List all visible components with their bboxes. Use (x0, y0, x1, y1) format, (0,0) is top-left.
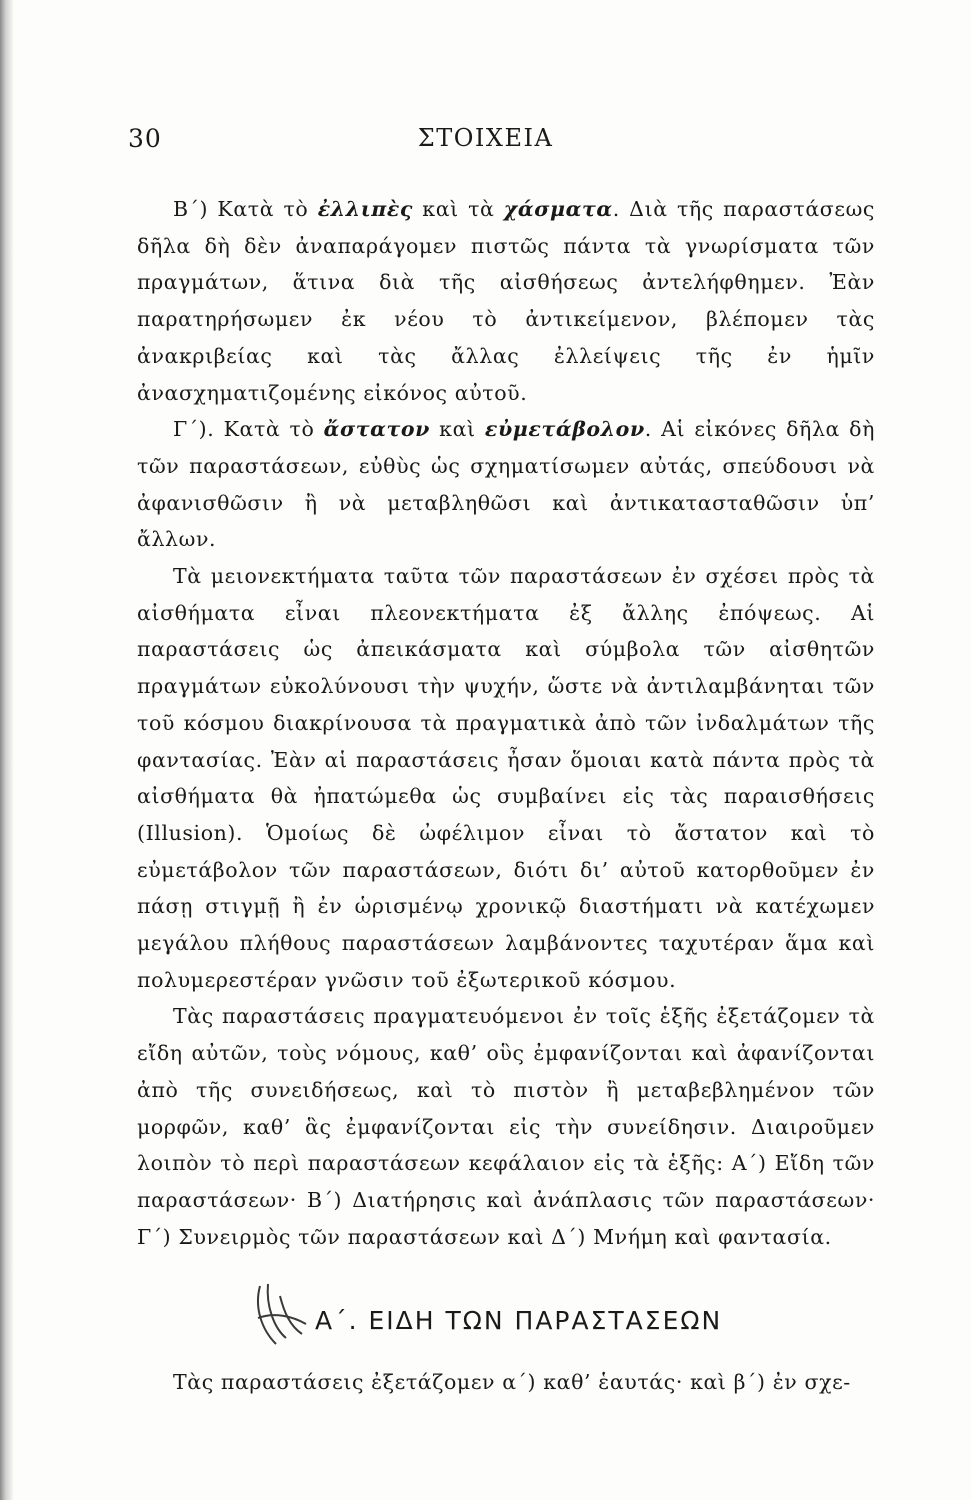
section-first-line: Τὰς παραστάσεις ἐξετάζομεν α΄) καθ’ ἑαυτάς· καὶ β΄) ἐν σχε- (173, 1370, 851, 1394)
paragraph-advantages: Τὰ μειονεκτήματα ταῦτα τῶν παραστάσεων ἐν σχέσει πρὸς τὰ αἰσθήματα εἶναι πλεονεκτήματα ἐξ ἄλλης ἐπόψεως. Αἱ παραστάσεις ὡς ἀπεικάσματα καὶ σύμβολα τῶν αἰσθητῶν πραγμάτων εὐκολύνουσι τὴν ψυχήν, ὥστε νὰ ἀντιλαμβάνηται τῶν τοῦ κόσμου διακρίνουσα τὰ πραγματικὰ ἀπὸ τῶν ἰνδαλμάτων τῆς φαντασίας. Ἐὰν αἱ παραστάσεις ἦσαν ὅμοιαι κατὰ πάντα πρὸς τὰ αἰσθήματα θὰ ἠπατώμεθα ὡς συμβαίνει εἰς τὰς παραισθήσεις (Illusion). Ὁμοίως δὲ ὠφέλιμον εἶναι τὸ ἄστατον καὶ τὸ εὐμετάβολον τῶν παραστάσεων, διότι δι’ αὐτοῦ κατορθοῦμεν ἐν πάσῃ στιγμῇ ἢ ἐν ὡρισμένῳ χρονικῷ διαστήματι νὰ κατέχωμεν μεγάλου πλήθους παραστάσεων λαμβάνοντες ταχυτέραν ἅμα καὶ πολυμερεστέραν γνῶσιν τοῦ ἐξωτερικοῦ κόσμου. (137, 564, 875, 992)
paragraph-b-emphasis-2: χάσματα (503, 197, 613, 221)
paragraph-c-emphasis-1: ἄστατον (323, 417, 430, 442)
paragraph-c-emphasis-2: εὐμετάβολον (484, 417, 645, 442)
paragraph-c-lead: Γ΄). Κατὰ τὸ (173, 417, 324, 442)
paragraph-b-emphasis-1: ἐλλιπὲς (317, 197, 413, 221)
page-number: 30 (128, 124, 162, 153)
section-heading: Α΄. ΕΙΔΗ ΤΩΝ ΠΑΡΑΣΤΑΣΕΩΝ (315, 1306, 723, 1335)
page-binding-shadow (0, 0, 14, 1500)
paragraph-c (137, 411, 875, 558)
paragraph-c-rest: . Αἱ εἰκόνες δῆλα δὴ τῶν παραστάσεων, εὐθὺς ὡς σχηματίσωμεν αὐτάς, σπεύδουσι νὰ ἀφανισθῶσιν ἢ νὰ μεταβληθῶσι καὶ ἀντικατασταθῶσιν ὑπ’ ἄλλων. (137, 417, 875, 552)
paragraph-c-mid: καὶ (429, 417, 485, 442)
running-title: ΣΤΟΙΧΕΙΑ (417, 124, 554, 152)
body-text (137, 191, 875, 1255)
paragraph-division: Τὰς παραστάσεις πραγματευόμενοι ἐν τοῖς ἑξῆς ἐξετάζομεν τὰ εἴδη αὐτῶν, τοὺς νόμους, καθ’ οὓς ἐμφανίζονται καὶ ἀφανίζονται ἀπὸ τῆς συνειδήσεως, καὶ τὸ πιστὸν ἢ μεταβεβλημένον τῶν μορφῶν, καθ’ ἃς ἐμφανίζονται εἰς τὴν συνείδησιν. Διαιροῦμεν λοιπὸν τὸ περὶ παραστάσεων κεφάλαιον εἰς τὰ ἑξῆς: Α΄) Εἴδη τῶν παραστάσεων· Β΄) Διατήρησις καὶ ἀνάπλασις τῶν παραστάσεων· Γ΄) Συνειρμὸς τῶν παραστάσεων καὶ Δ΄) Μνήμη καὶ φαντασία. (137, 1004, 875, 1249)
paragraph-b-mid: καὶ τὰ (412, 197, 504, 221)
paragraph-b-lead: Β΄) Κατὰ τὸ (173, 197, 318, 221)
paragraph-b-rest: . Διὰ τῆς παραστάσεως δῆλα δὴ δὲν ἀναπαράγομεν πιστῶς πάντα τὰ γνωρίσματα τῶν πραγμάτων, ἅτινα διὰ τῆς αἰσθήσεως ἀντελήφθημεν. Ἐὰν παρατηρήσωμεν ἐκ νέου τὸ ἀντικείμενον, βλέπομεν τὰς ἀνακριβείας καὶ τὰς ἄλλας ἐλλείψεις τῆς ἐν ἡμῖν ἀνασχηματιζομένης εἰκόνος αὐτοῦ. (137, 197, 875, 405)
paragraph-b (137, 191, 875, 411)
